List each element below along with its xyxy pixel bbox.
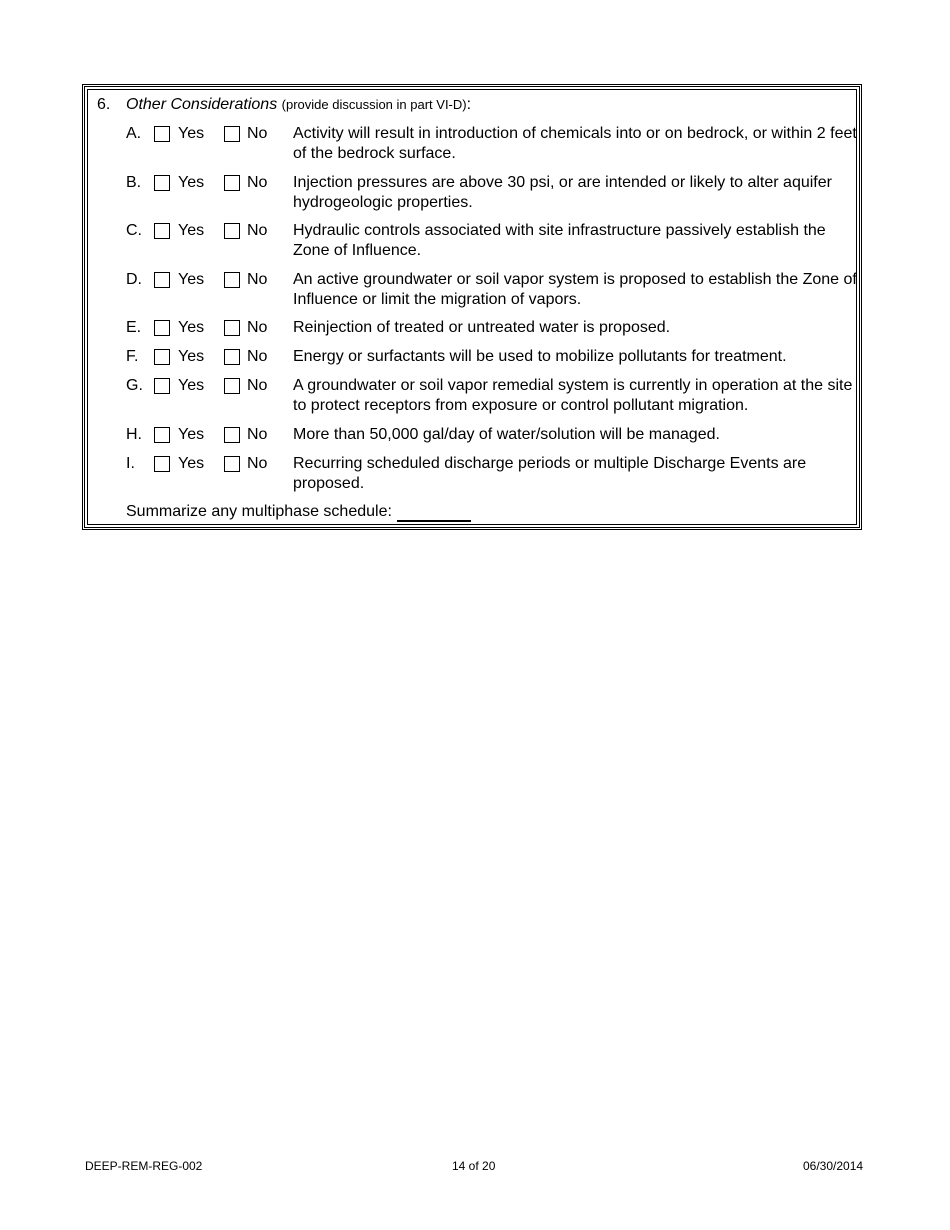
- yes-label: Yes: [178, 271, 205, 288]
- no-checkbox[interactable]: [224, 378, 240, 394]
- yes-checkbox[interactable]: [154, 126, 170, 142]
- section-number: 6.: [97, 96, 111, 113]
- summary-input-field[interactable]: [397, 503, 471, 522]
- no-label: No: [247, 377, 268, 394]
- summary-label: Summarize any multiphase schedule:: [126, 503, 392, 520]
- question-text: Injection pressures are above 30 psi, or are intended or likely to alter aquifer hydrogeologic properties.: [293, 174, 832, 211]
- no-checkbox[interactable]: [224, 456, 240, 472]
- yes-checkbox[interactable]: [154, 175, 170, 191]
- question-letter: G.: [126, 377, 143, 394]
- question-text: More than 50,000 gal/day of water/solution will be managed.: [293, 426, 720, 443]
- section-colon: :: [466, 96, 472, 113]
- yes-label: Yes: [178, 222, 205, 239]
- question-letter: D.: [126, 271, 142, 288]
- question-letter: I.: [126, 455, 135, 472]
- yes-checkbox[interactable]: [154, 320, 170, 336]
- question-letter: H.: [126, 426, 142, 443]
- question-text: Energy or surfactants will be used to mobilize pollutants for treatment.: [293, 348, 787, 365]
- yes-label: Yes: [178, 455, 205, 472]
- question-letter: F.: [126, 348, 139, 365]
- yes-label: Yes: [178, 426, 205, 443]
- yes-label: Yes: [178, 348, 205, 365]
- no-label: No: [247, 455, 268, 472]
- footer-page-number: 14 of 20: [452, 1159, 496, 1173]
- multiphase-summary: [126, 502, 471, 522]
- no-label: No: [247, 426, 268, 443]
- yes-checkbox[interactable]: [154, 272, 170, 288]
- no-checkbox[interactable]: [224, 223, 240, 239]
- yes-checkbox[interactable]: [154, 456, 170, 472]
- yes-label: Yes: [178, 377, 205, 394]
- footer-date: 06/30/2014: [803, 1159, 864, 1173]
- question-letter: B.: [126, 174, 142, 191]
- question-text: Hydraulic controls associated with site infrastructure passively establish the Zone of Influence.: [293, 222, 826, 259]
- no-checkbox[interactable]: [224, 126, 240, 142]
- yes-label: Yes: [178, 174, 205, 191]
- no-label: No: [247, 174, 268, 191]
- section-heading: [97, 95, 471, 115]
- no-checkbox[interactable]: [224, 320, 240, 336]
- no-checkbox[interactable]: [224, 272, 240, 288]
- no-checkbox[interactable]: [224, 427, 240, 443]
- yes-checkbox[interactable]: [154, 223, 170, 239]
- footer-form-id: DEEP-REM-REG-002: [85, 1159, 203, 1173]
- no-label: No: [247, 125, 268, 142]
- question-text: A groundwater or soil vapor remedial system is currently in operation at the site to protect receptors from exposure or control pollutant migration.: [293, 377, 853, 414]
- question-letter: A.: [126, 125, 142, 142]
- question-letter: E.: [126, 319, 142, 336]
- no-checkbox[interactable]: [224, 349, 240, 365]
- question-text: An active groundwater or soil vapor system is proposed to establish the Zone of Influence or limit the migration of vapors.: [293, 271, 857, 308]
- no-label: No: [247, 271, 268, 288]
- yes-label: Yes: [178, 125, 205, 142]
- yes-checkbox[interactable]: [154, 427, 170, 443]
- section-title: Other Considerations: [126, 96, 278, 113]
- section-note: (provide discussion in part VI-D): [281, 97, 467, 112]
- question-text: Activity will result in introduction of chemicals into or on bedrock, or within 2 feet of the bedrock surface.: [293, 125, 857, 162]
- yes-checkbox[interactable]: [154, 349, 170, 365]
- no-label: No: [247, 319, 268, 336]
- no-checkbox[interactable]: [224, 175, 240, 191]
- question-text: Reinjection of treated or untreated water is proposed.: [293, 319, 671, 336]
- yes-checkbox[interactable]: [154, 378, 170, 394]
- question-text: Recurring scheduled discharge periods or multiple Discharge Events are proposed.: [293, 455, 807, 492]
- yes-label: Yes: [178, 319, 205, 336]
- question-letter: C.: [126, 222, 142, 239]
- no-label: No: [247, 222, 268, 239]
- no-label: No: [247, 348, 268, 365]
